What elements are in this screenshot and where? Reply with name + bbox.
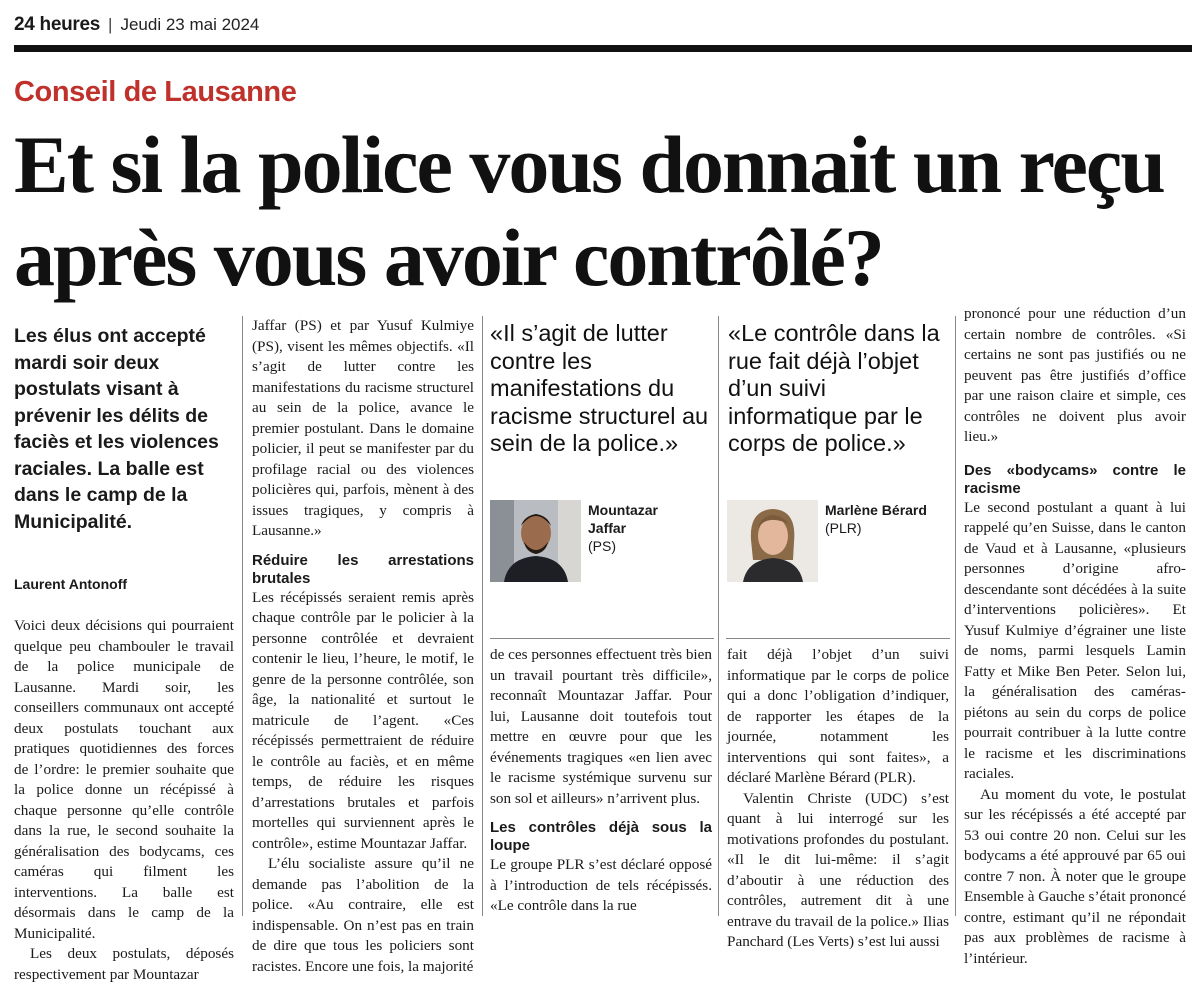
- pull-quote-2: «Le contrôle dans la rue fait déjà l’objet d’un suivi informatique par le corps de police.»: [728, 320, 940, 456]
- col2-subhead: Réduire les arrestations brutales: [252, 551, 474, 587]
- quote2-name: Marlène Bérard: [825, 502, 927, 518]
- author-byline: Laurent Antonoff: [14, 576, 128, 592]
- column-divider: [718, 316, 719, 916]
- column-4: [727, 645, 949, 953]
- portrait-marlene-berard: [727, 500, 818, 582]
- portrait-mountazar-jaffar: [490, 500, 581, 582]
- col4-paragraph-2: Valentin Christe (UDC) s’est quant à lui interrogé sur les motivations profondes du postulant. «Il le dit lui-même: il s’agit d’aboutir à une réduction des contrôles, autrement dit à une entrave du travail de la police.» Ilias Panchard (Les Verts) s’est lui aussi: [727, 789, 949, 950]
- col3-paragraph-1: de ces personnes effectuent très bien un travail pourtant très difficile», reconnaît Mountazar Jaffar. Pour lui, Lausanne doit toutefois tout mettre en œuvre pour que les événements tragiques «en lien avec le racisme systémique survenu sur son sol et ailleurs» n’arrivent plus.: [490, 646, 712, 807]
- quote-box-rule: [490, 638, 714, 639]
- col5-paragraph-3: Au moment du vote, le postulat sur les récépissés a été accepté par 53 oui contre 20 non. Celui sur les bodycams a été approuvé par 65 oui contre 7 non. À noter que le groupe Ensemble à Gauche s’était prononcé contre, estimant qu’il ne répondait pas aux problèmes de racisme à l’intérieur.: [964, 785, 1186, 967]
- quote1-party: (PS): [588, 538, 616, 554]
- masthead-rule: [14, 45, 1192, 52]
- col2-paragraph-2: Les récépissés seraient remis après chaque contrôle par le policier à la personne contrôlée et devraient contenir le lieu, l’heure, le motif, le genre de la personne contrôlée, son âge, la nationalité et surtout le matricule de l’agent. «Ces récépissés permettraient de réduire le contrôle au faciès, et en même temps, de réduire les risques d’arrestations brutales et parfois mortelles qui surviennent après le contrôle», estime Mountazar Jaffar.: [252, 588, 474, 852]
- col2-paragraph-1: Jaffar (PS) et par Yusuf Kulmiye (PS), visent les mêmes objectifs. «Il s’agit de lutter contre les manifestations du racisme structurel au sein de la police, avance le premier postulant. Dans le domaine policier, il peut se manifester par du profilage racial ou des violences policières qui, parfois, mènent à des issues tragiques, y compris à Lausanne.»: [252, 317, 474, 539]
- brand-logo: 24 heures: [14, 14, 101, 35]
- issue-date: Jeudi 23 mai 2024: [120, 15, 260, 34]
- col1-paragraph-1: Voici deux décisions qui pourraient quelque peu chambouler le travail de la police municipale de Lausanne. Mardi soir, les conseillers communaux ont accepté deux postulats touchant aux pratiques quotidiennes des forces de l’ordre: le premier souhaite que la police donne un récépissé à chaque personne qu’elle contrôle dans la rue, le second souhaite la généralisation des bodycams, ces caméras qui filment les interventions. La balle est désormais dans le camp de la Municipalité.: [14, 617, 234, 942]
- masthead: [14, 12, 259, 38]
- col3-paragraph-2: Le groupe PLR s’est déclaré opposé à l’introduction de tels récépissés. «Le contrôle dans la rue: [490, 856, 712, 914]
- quote-box-rule: [726, 638, 950, 639]
- column-divider: [242, 316, 243, 916]
- col4-paragraph-1: fait déjà l’objet d’un suivi informatique par le corps de police qui a donc l’obligation d’indiquer, de rapporter les étapes de la journée, notamment les interventions qui sont faites», a déclaré Marlène Bérard (PLR).: [727, 646, 949, 786]
- column-2: [252, 316, 474, 977]
- col5-paragraph-1: prononcé pour une réduction d’un certain nombre de contrôles. «Si certains ne sont pas justifiés ou ne peuvent pas être justifiés d’office par une raison claire et simple, ces contrôles ne doivent plus avoir lieu.»: [964, 305, 1186, 445]
- column-divider: [482, 316, 483, 916]
- col5-paragraph-2: Le second postulant a quant à lui rappelé qu’en Suisse, dans le canton de Vaud et à Lausanne, «plusieurs personnes d’origine afro-descendante sont décédées à la suite d’interventions policières». Et Yusuf Kulmiye d’égrainer une liste de noms, parmi lesquels Lamin Fatty et Mike Ben Peter. Selon lui, la généralisation des caméras-piétons au sein du corps de police pourrait contribuer à la lutte contre le racisme et les discriminations raciales.: [964, 498, 1186, 782]
- quote1-attribution: [588, 501, 698, 555]
- column-3: [490, 645, 712, 917]
- pull-quote-1: «Il s’agit de lutter contre les manifestations du racisme structurel au sein de la police.»: [490, 320, 709, 456]
- column-5: [964, 304, 1186, 969]
- col1-paragraph-2: Les deux postulats, déposés respectivement par Mountazar: [14, 945, 234, 983]
- col2-paragraph-3: L’élu socialiste assure qu’il ne demande pas l’abolition de la police. «Au contraire, elle est indispensable. On n’est pas en train de dire que tous les policiers sont racistes. Encore une fois, la majorité: [252, 855, 474, 975]
- lead-paragraph: Les élus ont accepté mardi soir deux postulats visant à prévenir les délits de faciès et les violences raciales. La balle est dans le camp de la Municipalité.: [14, 325, 219, 533]
- col5-subhead: Des «bodycams» contre le racisme: [964, 461, 1186, 497]
- quote1-name: Mountazar Jaffar: [588, 502, 658, 536]
- section-kicker: Conseil de Lausanne: [14, 76, 297, 108]
- headline: Et si la police vous donnait un reçu après vous avoir contrôlé?: [14, 119, 1164, 303]
- column-1: [14, 616, 234, 985]
- quote2-attribution: [825, 501, 935, 537]
- portrait-photo-icon: [727, 500, 818, 582]
- masthead-separator: |: [108, 15, 113, 34]
- col3-subhead: Les contrôles déjà sous la loupe: [490, 819, 712, 854]
- quote2-party: (PLR): [825, 520, 862, 536]
- column-divider: [955, 316, 956, 916]
- portrait-photo-icon: [490, 500, 581, 582]
